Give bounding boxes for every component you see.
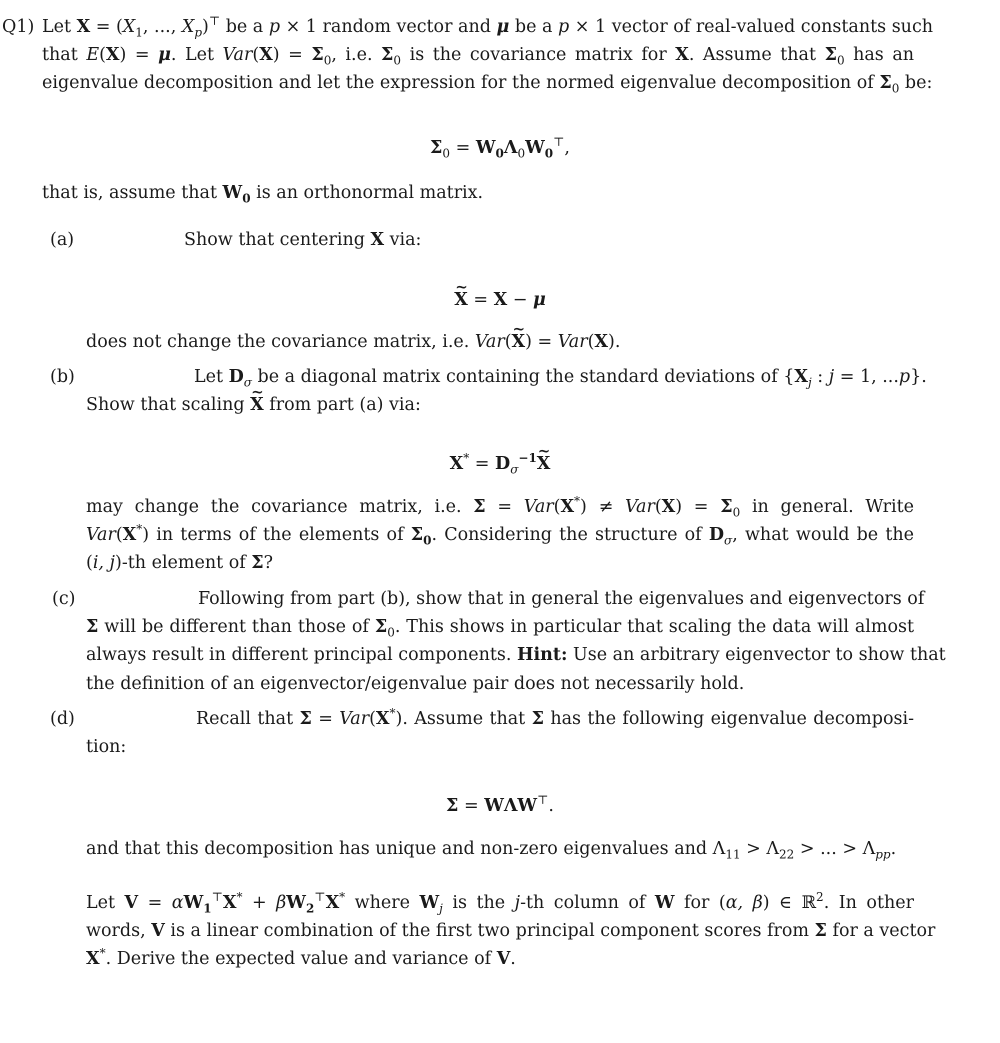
part-d-line-6: X*. Derive the expected value and variance of V. [86, 946, 516, 969]
part-c-label: (c) [52, 589, 76, 609]
equation-eigendecomposition-0: $\Sigma_0 = W_0\Lambda_0W_0^⊤$, [430, 135, 570, 161]
part-c-line-3: always result in different principal components. Hint: Use an arbitrary eigenvector to show that [86, 645, 946, 665]
part-d-label: (d) [50, 709, 75, 729]
part-c-line-1: Following from part (b), show that in general the eigenvalues and eigenvectors of [198, 589, 925, 609]
part-b-line-1: Let $D_\sigma$ be a diagonal matrix containing the standard deviations of {$X_j$ : j = 1, ...p}. [194, 367, 927, 390]
part-a-line-1: Show that centering X via: [184, 230, 422, 250]
part-b-line-5: (i, j)-th element of Σ? [86, 553, 274, 573]
equation-eigendecomposition: Σ = WΛW⊤. [446, 793, 554, 816]
part-c-line-2: Σ will be different than those of $\Sigma_0$. This shows in particular that scaling the data will almost [86, 617, 914, 640]
orthonormal-line: that is, assume that $W_0$ is an orthonormal matrix. [42, 183, 484, 206]
part-b-line-4: Var(X*) in terms of the elements of $\Sigma_0$. Considering the structure of $D_\sigma$, what would be the [86, 522, 914, 548]
part-d-line-5: words, V is a linear combination of the first two principal component scores from Σ for a vector [86, 921, 936, 941]
part-d-line-4: Let $V = \alpha W_1^⊤X^* + \beta W_2^⊤X^*$ where $W_j$ is the j-th column of W for (α, β) ∈ ℝ$^2$. In other [86, 890, 914, 916]
intro-line-2: that E(X) = μ. Let $Var(X) = \Sigma_0$, i.e. $\Sigma_0$ is the covariance matrix for X. Assume that $\Sigma_0$ has an [42, 45, 915, 68]
question-label: Q1) [2, 17, 35, 37]
intro-line-3: eigenvalue decomposition and let the expression for the normed eigenvalue decomposition of $\Sigma_0$ be: [42, 73, 933, 96]
equation-centering: ~ X = X − μ [0, 288, 1000, 312]
part-a-line-2: does not change the covariance matrix, i.e. Var(~ X) = Var(X). [86, 331, 620, 353]
part-b-line-3: may change the covariance matrix, i.e. $\Sigma = Var(X^*) \ne Var(X) = \Sigma_0$ in general. Write [86, 494, 914, 520]
part-b-line-2: Show that scaling ~ X from part (a) via: [86, 394, 421, 416]
part-d-line-3: and that this decomposition has unique and non-zero eigenvalues and $\Lambda_{11} > \Lambda_{22}$ > ... > $\Lambda_{pp}$. [86, 839, 897, 862]
part-b-label: (b) [50, 367, 75, 387]
part-d-line-2: tion: [86, 737, 127, 757]
equation-scaling: $X^* = D_\sigma^{-1}\sim$ X [0, 452, 1000, 476]
intro-line-1: Let $X = (X_1$, ..., $X_p)^⊤$ be a p × 1 random vector and μ be a p × 1 vector of real-valued constants such [42, 14, 934, 40]
part-d-line-1: Recall that Σ = Var(X*). Assume that Σ has the following eigenvalue decomposi- [196, 706, 914, 729]
part-c-line-4: the definition of an eigenvector/eigenvalue pair does not necessarily hold. [86, 674, 745, 694]
part-a-label: (a) [50, 230, 75, 250]
